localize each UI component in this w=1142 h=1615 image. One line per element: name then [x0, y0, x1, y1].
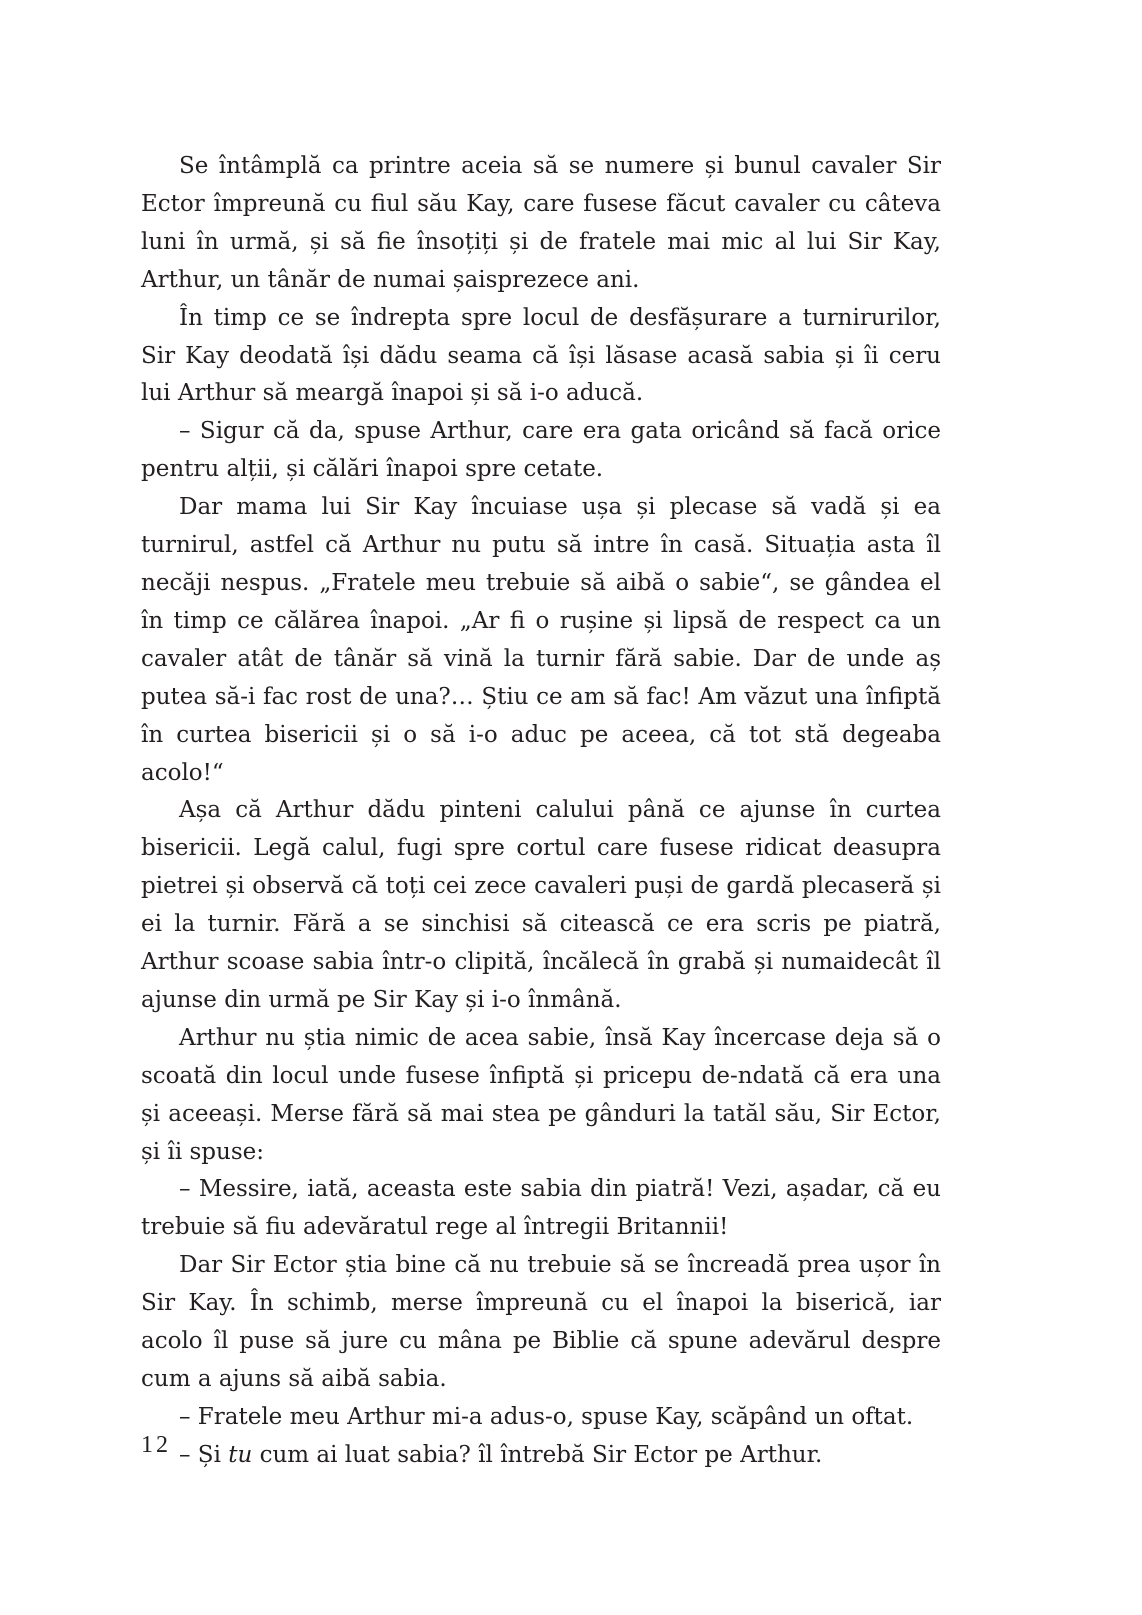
paragraph-2: În timp ce se îndrepta spre locul de desfășurare a turnirurilor, Sir Kay deodată își dădu seama că își lăsase acasă sabia și îi ceru lui Arthur să meargă înapoi și să i-o aducă. [141, 304, 941, 407]
paragraph-8: Dar Sir Ector știa bine că nu trebuie să se încreadă prea ușor în Sir Kay. În schimb, merse împreună cu el înapoi la biserică, iar acolo îl puse să jure cu mâna pe Biblie că spune adevărul despre cum a ajuns să aibă sabia. [141, 1252, 941, 1392]
paragraph-5: Așa că Arthur dădu pinteni calului până ce ajunse în curtea bisericii. Legă calul, fugi spre cortul care fusese ridicat deasupra pietrei și observă că toți cei zece cavaleri puși de gardă plecaseră și ei la turnir. Fără a se sinchisi să citească ce era scris pe piatră, Arthur scoase sabia într-o clipită, încălecă în grabă și numaidecât îl ajunse din urmă pe Sir Kay și i-o înmână. [141, 797, 941, 1013]
paragraph-10 [141, 1437, 941, 1475]
paragraph-7: – Messire, iată, aceasta este sabia din piatră! Vezi, așadar, că eu trebuie să fiu adevăratul rege al întregii Britannii! [141, 1176, 941, 1241]
paragraph-10-emphasis: tu [228, 1441, 253, 1468]
page-number: 12 [141, 1432, 171, 1458]
paragraph-10-end: cum ai luat sabia? îl întrebă Sir Ector pe Arthur. [252, 1441, 823, 1468]
paragraph-3: – Sigur că da, spuse Arthur, care era gata oricând să facă orice pentru alții, și călări înapoi spre cetate. [141, 418, 941, 483]
body-text [141, 148, 941, 1475]
paragraph-9: – Fratele meu Arthur mi-a adus-o, spuse Kay, scăpând un oftat. [179, 1403, 914, 1430]
paragraph-6: Arthur nu știa nimic de acea sabie, însă Kay încercase deja să o scoată din locul unde fusese înfiptă și pricepu de-ndată că era una și aceeași. Merse fără să mai stea pe gânduri la tatăl său, Sir Ector, și îi spuse: [141, 1024, 941, 1165]
paragraph-10-start: – Și [179, 1441, 229, 1468]
paragraph-1: Se întâmplă ca printre aceia să se numere și bunul cavaler Sir Ector împreună cu fiul său Kay, care fusese făcut cavaler cu câteva luni în urmă, și să fie însoțiți și de fratele mai mic al lui Sir Kay, Arthur, un tânăr de numai șaisprezece ani. [141, 153, 941, 293]
paragraph-4: Dar mama lui Sir Kay încuiase ușa și plecase să vadă și ea turnirul, astfel că Arthur nu putu să intre în casă. Situația asta îl necăji nespus. „Fratele meu trebuie să aibă o sabie“, se gândea el în timp ce călărea înapoi. „Ar fi o rușine și lipsă de respect ca un cavaler atât de tânăr să vină la turnir fără sabie. Dar de unde aș putea să-i fac rost de una?… Știu ce am să fac! Am văzut una înfiptă în curtea bisericii și o să i-o aduc pe aceea, că tot stă degeaba acolo!“ [141, 494, 941, 786]
